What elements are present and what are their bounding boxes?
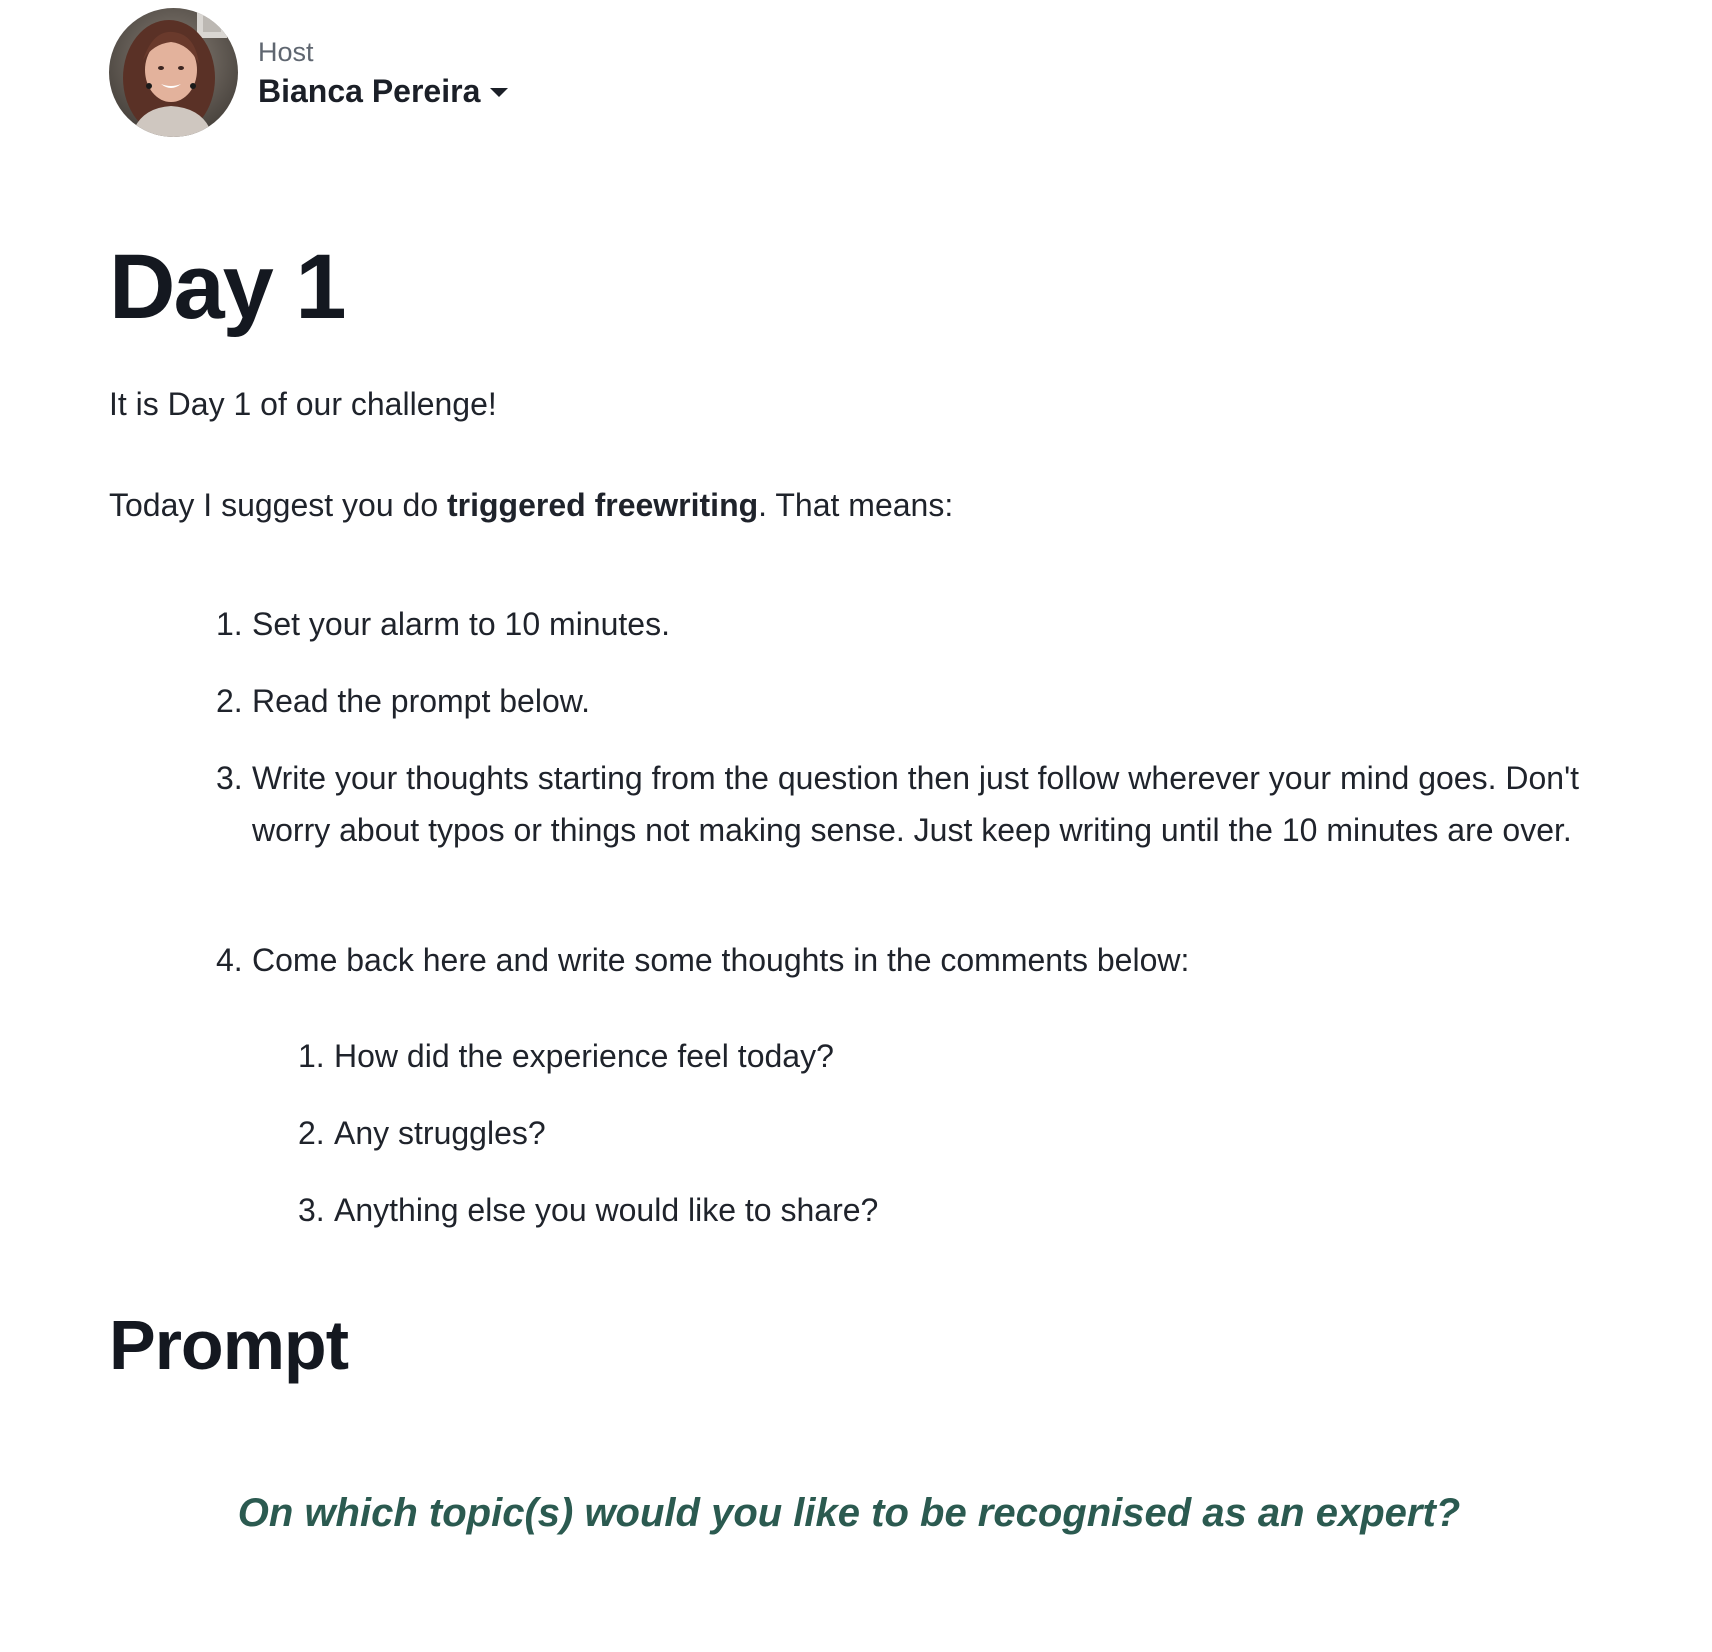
step-text: Any struggles? (334, 1115, 546, 1151)
step-text: Come back here and write some thoughts in the comments below: (252, 942, 1190, 978)
page-title: Day 1 (109, 236, 345, 338)
host-dropdown[interactable] (258, 70, 508, 112)
list-item (216, 598, 670, 650)
step-number: 3. (298, 1192, 325, 1228)
step-number: 2. (216, 683, 243, 719)
step-text: Set your alarm to 10 minutes. (252, 606, 670, 642)
suggestion-bold: triggered freewriting (447, 487, 759, 523)
step-text: How did the experience feel today? (334, 1038, 834, 1074)
step-text: Write your thoughts starting from the question then just follow wherever your mind goes. Don't worry about typos or things not making sense. Just keep writing until the 10 minutes are over. (252, 760, 1580, 848)
list-item (216, 752, 1636, 856)
step-number: 1. (216, 606, 243, 642)
intro-text: It is Day 1 of our challenge! (109, 386, 497, 422)
host-meta (258, 34, 508, 112)
host-header (109, 8, 508, 137)
list-item (298, 1107, 546, 1159)
host-photo (109, 8, 238, 137)
suggestion-prefix: Today I suggest you do (109, 487, 447, 523)
avatar[interactable] (109, 8, 238, 137)
prompt-question: On which topic(s) would you like to be recognised as an expert? (237, 1491, 1461, 1535)
step-number: 1. (298, 1038, 325, 1074)
host-name[interactable]: Bianca Pereira (258, 72, 481, 109)
step-number: 3. (216, 760, 243, 796)
prompt-heading: Prompt (109, 1306, 348, 1384)
list-item (216, 675, 590, 727)
caret-down-icon[interactable] (490, 88, 508, 97)
host-label: Host (258, 36, 314, 67)
step-text: Anything else you would like to share? (334, 1192, 879, 1228)
step-number: 4. (216, 942, 243, 978)
list-item (298, 1030, 834, 1082)
suggestion-suffix: . That means: (758, 487, 954, 523)
list-item (298, 1184, 878, 1236)
step-number: 2. (298, 1115, 325, 1151)
list-item (216, 934, 1636, 986)
suggestion-text (109, 483, 953, 527)
step-text: Read the prompt below. (252, 683, 590, 719)
